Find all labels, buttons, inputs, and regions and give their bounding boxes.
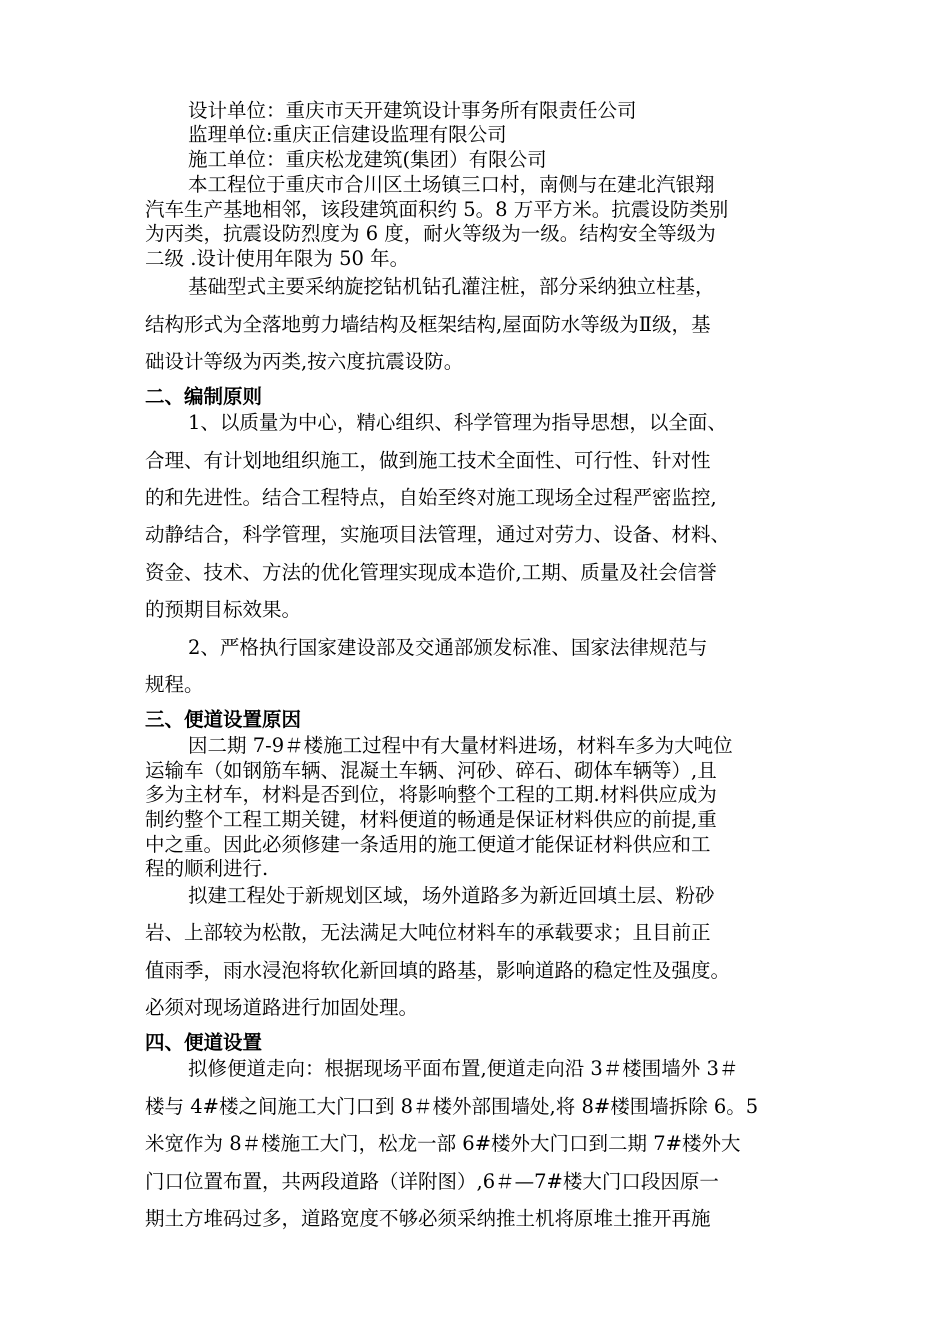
paragraph-line: 动静结合，科学管理，实施项目法管理，通过对劳力、设备、材料、 bbox=[145, 523, 731, 546]
paragraph-line: 米宽作为 8＃楼施工大门，松龙一部 6#楼外大门口到二期 7#楼外大 bbox=[145, 1132, 741, 1155]
paragraph-line: 规程。 bbox=[145, 673, 204, 696]
supervision-unit-line: 监理单位:重庆正信建设监理有限公司 bbox=[188, 123, 507, 146]
paragraph-line: 因二期 7-9＃楼施工过程中有大量材料进场，材料车多为大吨位 bbox=[188, 734, 733, 757]
paragraph-line: 岩、上部较为松散，无法满足大吨位材料车的承载要求；且目前正 bbox=[145, 921, 711, 944]
paragraph-line: 为丙类，抗震设防烈度为 6 度，耐火等级为一级。结构安全等级为 bbox=[145, 222, 716, 245]
paragraph-line: 拟建工程处于新规划区域，场外道路多为新近回填土层、粉砂 bbox=[188, 884, 715, 907]
paragraph-line: 基础型式主要采纳旋挖钻机钻孔灌注桩，部分采纳独立柱基， bbox=[188, 275, 715, 298]
paragraph-line: 础设计等级为丙类,按六度抗震设防。 bbox=[145, 350, 464, 373]
paragraph-line: 的和先进性。结合工程特点，自始至终对施工现场全过程严密监控, bbox=[145, 486, 717, 509]
paragraph-line: 资金、技术、方法的优化管理实现成本造价,工期、质量及社会信誉 bbox=[145, 561, 717, 584]
paragraph-line: 合理、有计划地组织施工，做到施工技术全面性、可行性、针对性 bbox=[145, 449, 711, 472]
paragraph-line: 的预期目标效果。 bbox=[145, 598, 302, 621]
paragraph-line: 2、严格执行国家建设部及交通部颁发标准、国家法律规范与 bbox=[188, 636, 708, 659]
paragraph-line: 汽车生产基地相邻，该段建筑面积约 5。8 万平方米。抗震设防类别 bbox=[145, 198, 729, 221]
design-unit-line: 设计单位：重庆市天开建筑设计事务所有限责任公司 bbox=[188, 99, 637, 122]
section-heading: 三、便道设置原因 bbox=[145, 708, 302, 731]
paragraph-line: 多为主材车，材料是否到位，将影响整个工程的工期.材料供应成为 bbox=[145, 783, 717, 806]
paragraph-line: 门口位置布置，共两段道路（详附图）,6＃—7#楼大门口段因原一 bbox=[145, 1170, 719, 1193]
paragraph-line: 拟修便道走向：根据现场平面布置,便道走向沿 3＃楼围墙外 3＃ bbox=[188, 1057, 739, 1080]
paragraph-line: 期土方堆码过多，道路宽度不够必须采纳推土机将原堆土推开再施 bbox=[145, 1207, 711, 1230]
paragraph-line: 运输车（如钢筋车辆、混凝土车辆、河砂、碎石、砌体车辆等）,且 bbox=[145, 759, 717, 782]
paragraph-line: 本工程位于重庆市合川区土场镇三口村，南侧与在建北汽银翔 bbox=[188, 173, 715, 196]
section-heading: 二、编制原则 bbox=[145, 385, 263, 408]
paragraph-line: 制约整个工程工期关键，材料便道的畅通是保证材料供应的前提,重 bbox=[145, 808, 717, 831]
paragraph-line: 二级 .设计使用年限为 50 年。 bbox=[145, 247, 410, 270]
construction-unit-line: 施工单位：重庆松龙建筑(集团）有限公司 bbox=[188, 148, 547, 171]
section-heading: 四、便道设置 bbox=[145, 1031, 263, 1054]
paragraph-line: 结构形式为全落地剪力墙结构及框架结构,屋面防水等级为Ⅱ级，基 bbox=[145, 313, 711, 336]
paragraph-line: 程的顺利进行. bbox=[145, 857, 269, 880]
paragraph-line: 值雨季，雨水浸泡将软化新回填的路基，影响道路的稳定性及强度。 bbox=[145, 959, 731, 982]
paragraph-line: 中之重。因此必须修建一条适用的施工便道才能保证材料供应和工 bbox=[145, 833, 711, 856]
paragraph-line: 1、以质量为中心，精心组织、科学管理为指导思想，以全面、 bbox=[188, 411, 727, 434]
paragraph-line: 楼与 4#楼之间施工大门口到 8＃楼外部围墙处,将 8#楼围墙拆除 6。5 bbox=[145, 1095, 759, 1118]
paragraph-line: 必须对现场道路进行加固处理。 bbox=[145, 996, 419, 1019]
